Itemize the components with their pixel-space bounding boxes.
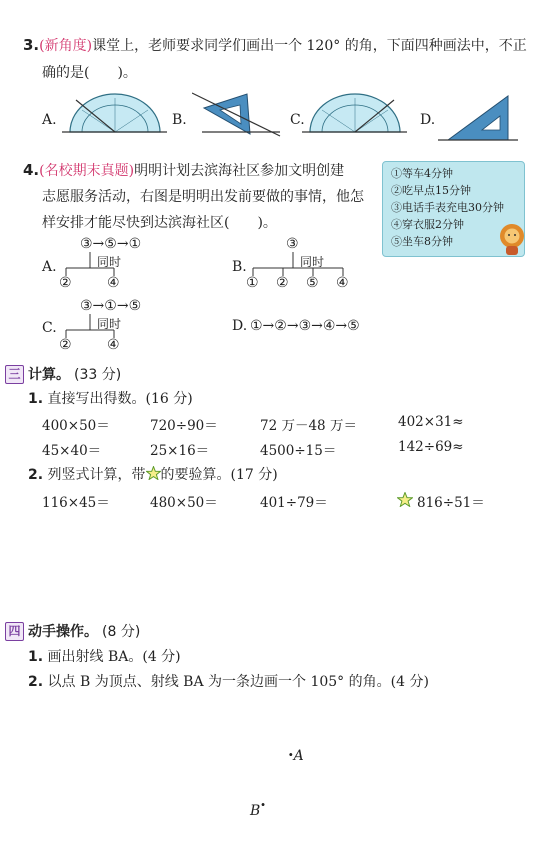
section-4-title: 动手操作。 (28, 624, 98, 640)
q4-option-b-top: ③ (286, 236, 299, 252)
q4-option-a-label: A. (42, 259, 57, 275)
q3-number: 3. (23, 36, 40, 54)
q4-option-c-same-time: 同时 (97, 317, 122, 331)
q3-line1 (23, 35, 527, 55)
calc-item: 72 万－48 万＝ (260, 418, 357, 434)
q3-option-d-label: D. (420, 112, 436, 128)
lion-mascot-icon (497, 222, 527, 256)
point-b-dot: · (260, 795, 266, 814)
star-icon (146, 466, 161, 480)
q4-option-a-connector-icon (60, 252, 120, 276)
section-3-sub2-number: 2. (28, 467, 44, 483)
q4-text-line2: 志愿服务活动，右图是明明出发前要做的事情，他怎 (42, 189, 364, 205)
q3-option-a-label: A. (42, 112, 57, 128)
calc-item: 402×31≈ (398, 414, 464, 430)
q4-option-a-same-time: 同时 (97, 255, 122, 269)
section-4-sub1-number: 1. (28, 649, 44, 665)
section-4-sub2-text: 以点 B 为顶点、射线 BA 为一条边画一个 105° 的角。(4 分) (47, 674, 429, 690)
vertical-calc-item: 480×50＝ (150, 495, 218, 511)
calc-item: 4500÷15＝ (260, 443, 337, 459)
q4-option-c-label: C. (42, 320, 57, 336)
q4-option-c-left: ② (59, 337, 72, 353)
q3-option-b-label: B. (172, 112, 187, 128)
section-3-sub1 (28, 388, 193, 408)
q3-option-a-protractor-icon (62, 92, 167, 140)
q4-task-item: ②吃早点15分钟 (391, 184, 471, 197)
q4-task-item: ③电话手表充电30分钟 (391, 201, 504, 214)
section-3-score: (33 分) (74, 367, 122, 383)
section-3-heading (5, 364, 121, 384)
section-4-sub1-text: 画出射线 BA。(4 分) (47, 649, 181, 665)
q4-option-a-left: ② (59, 275, 72, 291)
calc-item: 45×40＝ (42, 443, 102, 459)
q4-text-line3: 样安排才能尽快到达滨海社区( )。 (42, 215, 277, 231)
section-4-number: 四 (5, 622, 24, 641)
point-a-label: A (293, 748, 304, 764)
section-3-sub2-text-a: 列竖式计算，带 (47, 467, 146, 483)
vertical-calc-item: 401÷79＝ (260, 495, 328, 511)
q3-option-c-label: C. (290, 112, 305, 128)
section-3-number: 三 (5, 365, 24, 384)
q4-option-b-label: B. (232, 259, 247, 275)
q4-option-b-item: ① (246, 275, 259, 291)
q4-number: 4. (23, 161, 40, 179)
q4-option-c-right: ④ (107, 337, 120, 353)
q4-task-item: ⑤坐车8分钟 (391, 235, 453, 248)
q4-text-line1: 明明计划去滨海社区参加文明创建 (134, 163, 345, 179)
vertical-calc-item: 816÷51＝ (417, 495, 485, 511)
section-3-sub1-text: 直接写出得数。(16 分) (47, 391, 193, 407)
section-4-heading (5, 621, 140, 641)
q4-task-item: ④穿衣服2分钟 (391, 218, 464, 231)
q4-option-a-sequence: ③→⑤→① (80, 236, 142, 252)
q4-option-b-same-time: 同时 (300, 255, 325, 269)
section-4-score: (8 分) (102, 624, 141, 640)
calc-item: 142÷69≈ (398, 439, 464, 455)
q4-option-c-connector-icon (60, 314, 120, 338)
section-4-sub1 (28, 646, 181, 666)
point-b-label: B (250, 803, 261, 819)
q4-option-d-sequence: ①→②→③→④→⑤ (250, 318, 360, 334)
calc-item: 25×16＝ (150, 443, 210, 459)
q4-option-b-item: ⑤ (306, 275, 319, 291)
q3-tag: (新角度) (39, 38, 93, 54)
calc-item: 720÷90＝ (150, 418, 218, 434)
q4-task-item: ①等车4分钟 (391, 167, 453, 180)
q3-option-c-protractor-icon (302, 92, 407, 140)
q4-option-d-label: D. (232, 318, 248, 334)
q3-text-line1: 课堂上，老师要求同学们画出一个 120° 的角，下面四种画法中，不正 (92, 38, 527, 54)
section-4-sub2-number: 2. (28, 674, 44, 690)
section-4-sub2 (28, 671, 429, 691)
section-3-sub2 (28, 464, 278, 484)
calc-item: 400×50＝ (42, 418, 110, 434)
section-3-sub2-text-b: 的要验算。(17 分) (160, 467, 278, 483)
q4-tag: (名校期末真题) (39, 163, 135, 179)
q4-option-b-item: ② (276, 275, 289, 291)
point-a (288, 745, 304, 764)
point-b (250, 795, 266, 819)
section-3-sub1-number: 1. (28, 391, 44, 407)
q3-text-line2: 确的是( )。 (42, 65, 137, 81)
q3-option-b-triangle-ruler-icon (192, 88, 282, 140)
vertical-calc-item: 116×45＝ (42, 495, 110, 511)
q4-option-c-sequence: ③→①→⑤ (80, 298, 142, 314)
q4-option-b-item: ④ (336, 275, 349, 291)
q4-option-b-connector-icon (248, 252, 348, 276)
q3-option-d-triangle-ruler-icon (438, 88, 520, 144)
q4-option-a-right: ④ (107, 275, 120, 291)
section-3-title: 计算。 (28, 367, 70, 383)
q4-line1 (23, 160, 344, 180)
point-a-dot: · (288, 745, 294, 764)
star-icon (397, 492, 413, 507)
